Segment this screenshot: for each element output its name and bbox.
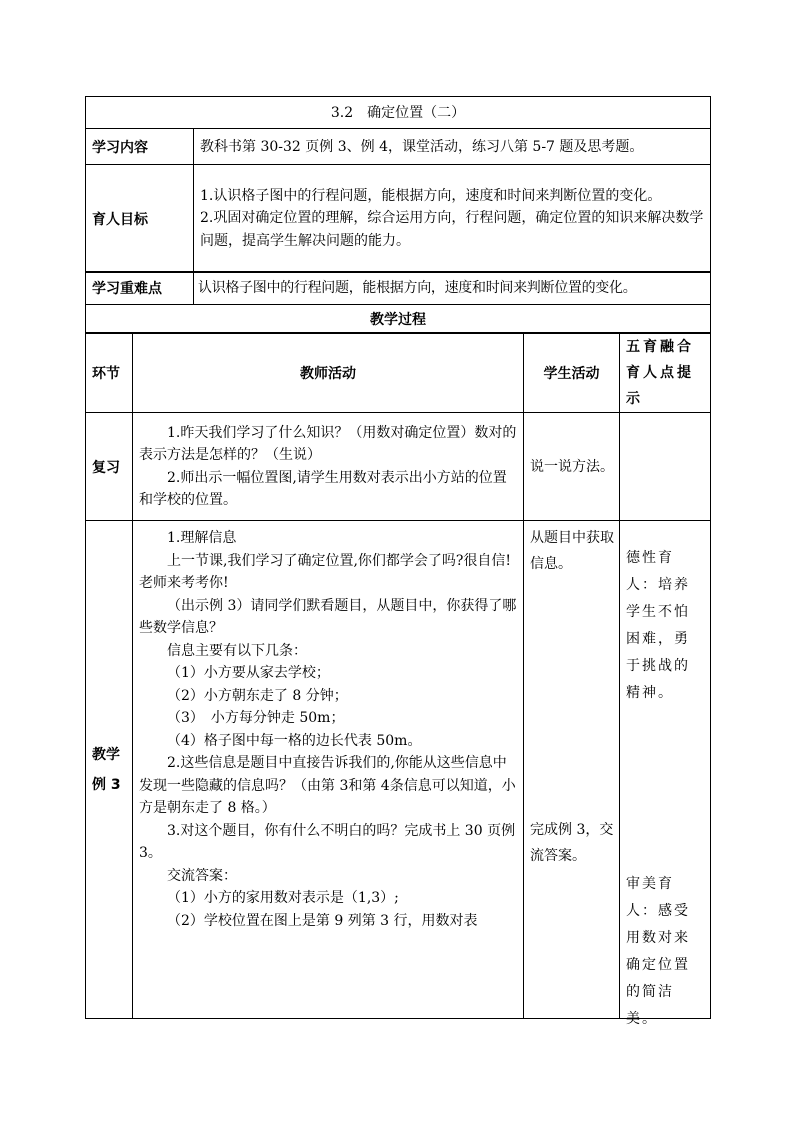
header-stage: 环节 [86,333,133,413]
example-item: 3.对这个题目，你有什么不明白的吗？完成书上 30 页例 3。 [139,822,516,861]
five-point-2: 审美育人：感受用数对来确定位置的简洁美。 [626,876,690,1027]
review-item: 2.师出示一幅位置图,请学生用数对表示出小方站的位置和学校的位置。 [139,469,507,508]
header-five: 五育融合育人点提示 [620,333,711,413]
review-stage: 复习 [86,413,133,521]
example-item: （2）学校位置在图上是第 9 列第 3 行，用数对表 [167,912,478,929]
student-activity-2: 完成例 3，交流答案。 [530,822,614,864]
example-student [524,521,620,1019]
example-item: （2）小方朝东走了 8 分钟； [167,687,348,704]
example-item: 上一节课,我们学习了确定位置,你们都学会了吗?很自信! 老师来考考你! [139,552,512,591]
review-five [620,413,711,521]
example-item: （1）小方要从家去学校； [167,665,330,681]
review-teacher [133,413,524,521]
example-item: 信息主要有以下几条： [167,642,307,659]
example-teacher [133,521,524,1019]
goal-item: 2.巩固对确定位置的理解，综合运用方向，行程问题，确定位置的知识来解决数学问题，提高学生解决问题的能力。 [200,210,704,249]
five-point-1: 德性育人：培养学生不怕困难，勇于挑战的精神。 [626,550,690,701]
process-table [85,332,711,1027]
key-text: 认识格子图中的行程问题，能根据方向，速度和时间来判断位置的变化。 [194,272,711,305]
example-item: 1.理解信息 [167,530,237,546]
header-teacher: 教师活动 [133,333,524,413]
content-label: 学习内容 [86,129,194,165]
lesson-info-table [85,96,711,273]
lesson-title: 3.2 确定位置（二） [86,97,711,129]
header-student: 学生活动 [524,333,620,413]
example-five [620,521,711,1027]
example-item: 交流答案： [167,867,237,884]
example-stage: 教学例 3 [86,521,133,1019]
example-item: （1）小方的家用数对表示是（1,3）; [167,890,399,906]
example-item: （3） 小方每分钟走 50m； [167,710,345,726]
process-title: 教学过程 [86,305,711,334]
example-item: 2.这些信息是题目中直接告诉我们的,你能从这些信息中发现一些隐藏的信息吗？（由第 3和第 4条信息可以知道，小方是朝东走了 8 格。） [139,755,516,816]
example-item: （出示例 3）请同学们默看题目，从题目中，你获得了哪些数学信息？ [139,597,517,636]
key-points-table [85,271,711,334]
review-item: 1.昨天我们学习了什么知识？（用数对确定位置）数对的表示方法是怎样的？（生说） [139,424,517,463]
student-activity-1: 从题目中获取信息。 [530,530,614,572]
goals-text [194,165,711,273]
key-label: 学习重难点 [86,272,194,305]
content-text: 教科书第 30-32 页例 3、例 4，课堂活动，练习八第 5-7 题及思考题。 [194,129,711,165]
review-student: 说一说方法。 [524,413,620,521]
goal-item: 1.认识格子图中的行程问题，能根据方向，速度和时间来判断位置的变化。 [200,187,662,204]
goals-label: 育人目标 [86,165,194,273]
example-item: （4）格子图中每一格的边长代表 50m。 [167,732,422,749]
